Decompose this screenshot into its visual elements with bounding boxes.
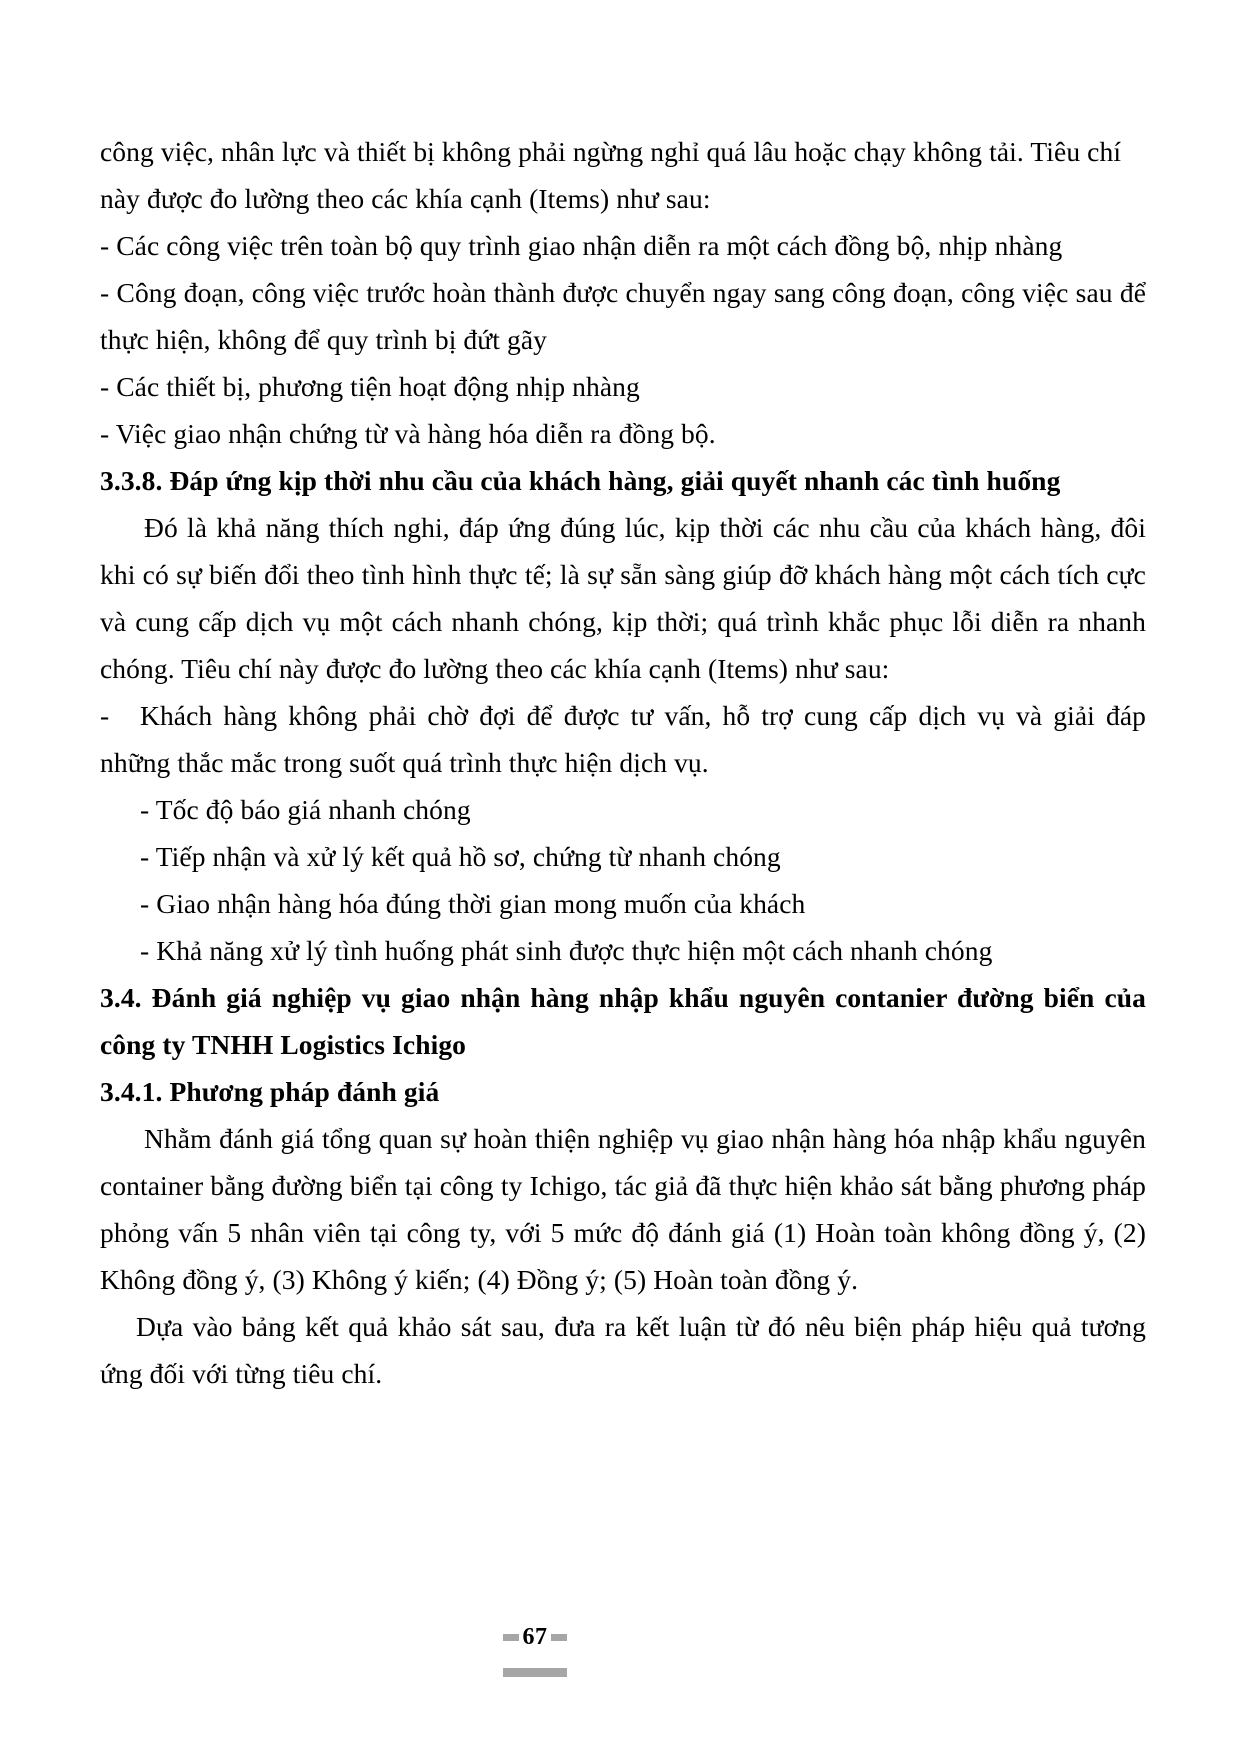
item-document-processing: - Tiếp nhận và xử lý kết quả hồ sơ, chứng từ nhanh chóng xyxy=(140,841,781,872)
item-customer-waiting-text: Khách hàng không phải chờ đợi để được tư vấn, hỗ trợ cung cấp dịch vụ và giải đáp những thắc mắc trong suốt quá trình thực hiện dịch vụ. xyxy=(100,700,1146,778)
item-issue-handling: - Khả năng xử lý tình huống phát sinh được thực hiện một cách nhanh chóng xyxy=(140,935,993,966)
paragraph-intro: công việc, nhân lực và thiết bị không phải ngừng nghỉ quá lâu hoặc chạy không tải. Tiêu chí này được đo lường theo các khía cạnh (Items) như sau: xyxy=(100,136,1122,214)
paragraph-3-4-1-method: Nhằm đánh giá tổng quan sự hoàn thiện nghiệp vụ giao nhận hàng hóa nhập khẩu nguyên container bằng đường biển tại công ty Ichigo, tác giả đã thực hiện khảo sát bằng phương pháp phỏng vấn 5 nhân viên tại công ty, với 5 mức độ đánh giá (1) Hoàn toàn không đồng ý, (2) Không đồng ý, (3) Không ý kiến; (4) Đồng ý; (5) Hoàn toàn đồng ý. xyxy=(100,1123,1146,1295)
paragraph-3-3-8: Đó là khả năng thích nghi, đáp ứng đúng lúc, kịp thời các nhu cầu của khách hàng, đôi khi có sự biến đổi theo tình hình thực tế; là sự sẵn sàng giúp đỡ khách hàng một cách tích cực và cung cấp dịch vụ một cách nhanh chóng, kịp thời; quá trình khắc phục lỗi diễn ra nhanh chóng. Tiêu chí này được đo lường theo các khía cạnh (Items) như sau: xyxy=(100,512,1146,684)
item-quotation-speed: - Tốc độ báo giá nhanh chóng xyxy=(140,794,471,825)
bullet-item-equipment: - Các thiết bị, phương tiện hoạt động nhịp nhàng xyxy=(100,371,640,402)
heading-3-3-8: 3.3.8. Đáp ứng kịp thời nhu cầu của khách hàng, giải quyết nhanh các tình huống xyxy=(100,465,1061,496)
heading-3-4: 3.4. Đánh giá nghiệp vụ giao nhận hàng nhập khẩu nguyên contanier đường biển của công ty TNHH Logistics Ichigo xyxy=(100,982,1146,1060)
page-number: 67 xyxy=(522,1624,548,1650)
bullet-item-documents: - Việc giao nhận chứng từ và hàng hóa diễn ra đồng bộ. xyxy=(100,418,716,449)
page-footer xyxy=(0,1613,1242,1683)
page-body xyxy=(100,128,1146,1397)
bullet-item-handoff: - Công đoạn, công việc trước hoàn thành được chuyển ngay sang công đoạn, công việc sau để thực hiện, không để quy trình bị đứt gãy xyxy=(100,277,1146,355)
item-dash-marker: - xyxy=(100,700,110,731)
heading-3-4-1: 3.4.1. Phương pháp đánh giá xyxy=(100,1076,440,1107)
bullet-item-sync-process: - Các công việc trên toàn bộ quy trình giao nhận diễn ra một cách đồng bộ, nhịp nhàng xyxy=(100,230,1063,261)
item-on-time-delivery: - Giao nhận hàng hóa đúng thời gian mong muốn của khách xyxy=(140,888,806,919)
item-customer-waiting xyxy=(100,692,1146,786)
paragraph-3-4-1-conclusion: Dựa vào bảng kết quả khảo sát sau, đưa ra kết luận từ đó nêu biện pháp hiệu quả tương ứng đối với từng tiêu chí. xyxy=(100,1311,1146,1389)
footer-rule-bottom xyxy=(503,1668,567,1677)
